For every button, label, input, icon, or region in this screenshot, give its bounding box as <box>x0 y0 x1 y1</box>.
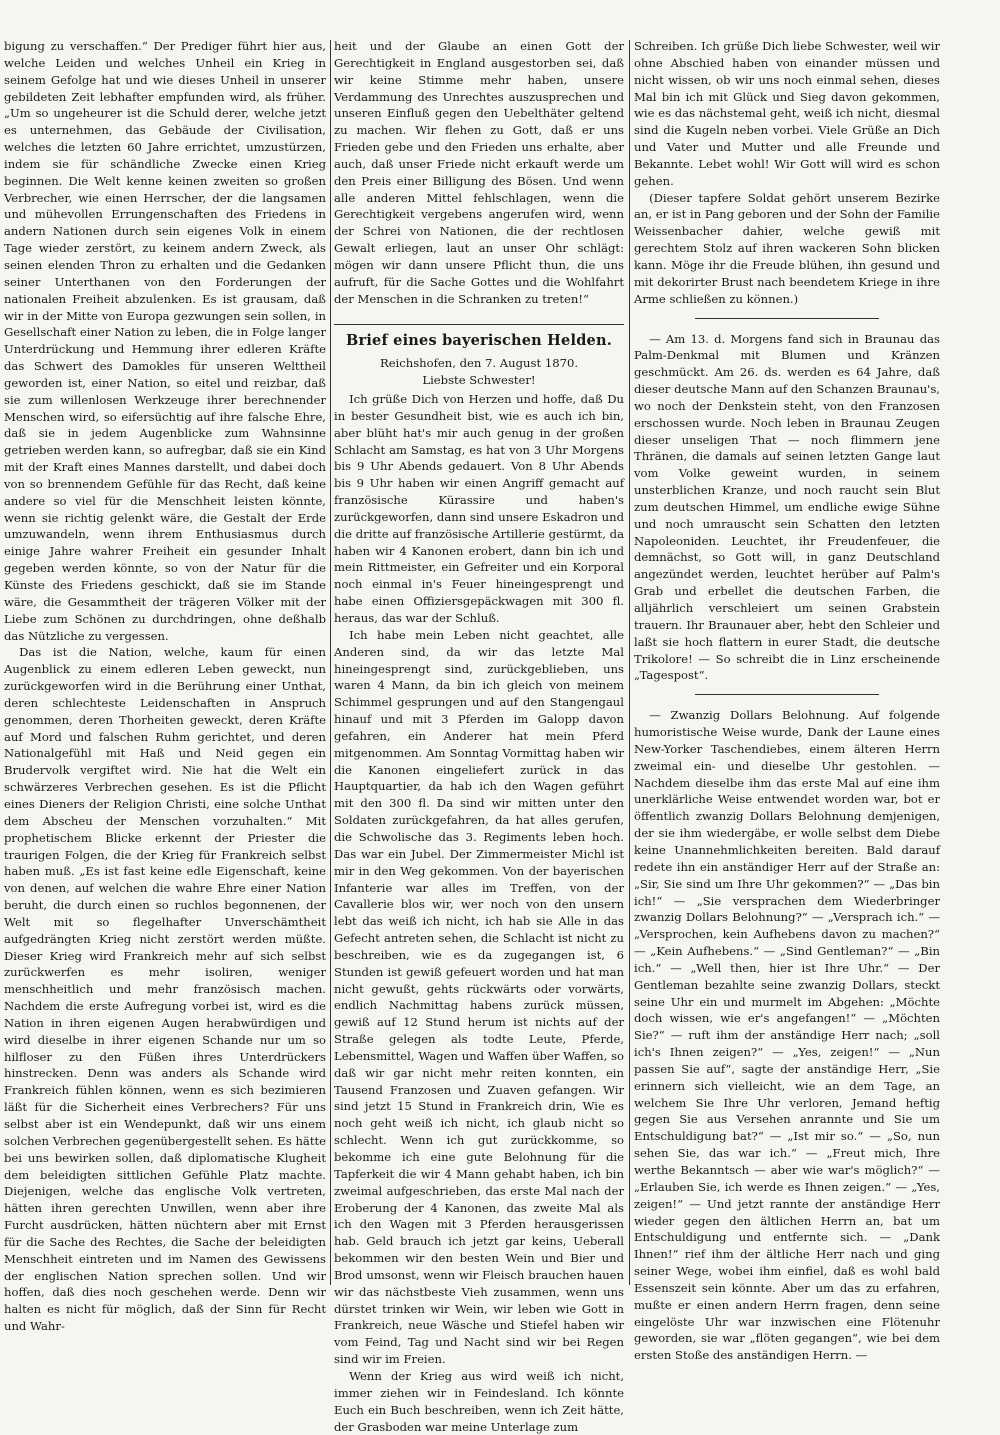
article-headline: Brief eines bayerischen Helden. <box>334 324 624 350</box>
sermon-text-part-1: bigung zu verschaffen.“ Der Prediger führt hier aus, welche Leiden und welches Unheil ein Krieg in seinem Gefolge hat und wie dieses Unheil in unserer gebildeten Zeit lebhafter empfunden wird, als früher. „Um so ungeheurer ist die Schuld derer, welche jetzt es unternehmen, das Gebäude der Civilisation, welches die letzten 60 Jahre errichtet, umzustürzen, indem sie für schändliche Zwecke einen Krieg beginnen. Die Welt kenne keinen zweiten so großen Verbrecher, wie einen Herrscher, der die langsamen und mühevollen Errungenschaften des Friedens in andern Nationen durch sein eigenes Volk in einem Tage wieder zerstört, zu keinem andern Zweck, als seinen elenden Thron zu erhalten und die Gedanken seiner Unterthanen von den Forderungen der nationalen Freiheit abzulenken. Es ist grausam, daß wir in der Mitte von Europa gezwungen sein sollen, in Gesellschaft einer Nation zu leben, die in Folge langer Unterdrückung und Hemmung ihrer edleren Kräfte das Schwert des Damokles für unseren Welttheil geworden ist, einer Nation, so eitel und reizbar, daß sie zum willenlosen Werkzeuge ihrer berechnender Menschen wird, so eifersüchtig auf ihre falsche Ehre, daß sie in jedem Augenblicke zum Wahnsinne getrieben werden kann, so aufregbar, daß sie ein Kind mit der Kraft eines Mannes darstellt, und dabei doch von so brennendem Gefühle für das Recht, daß keine andere so viel für die Menschheit leisten könnte, wenn sie richtig gelenkt wäre, die Gestalt der Erde umzuwandeln, wenn ihrem Enthusiasmus durch einige Jahre wahrer Freiheit ein gesunder Inhalt gegeben werden könnte, so von der Natur für die Künste des Friedens geschickt, daß sie im Stande wäre, die Gesammtheit der trägeren Völker mit der Liebe zum Schönen zu durchdringen, ohne deßhalb das Nützliche zu vergessen. <box>4 39 326 643</box>
column-divider-2 <box>629 40 630 1285</box>
sermon-conclusion: heit und der Glaube an einen Gott der Gerechtigkeit in England ausgestorben sei, daß wir keine Stimme mehr haben, unsere Verdammung des Unrechtes auszusprechen und unseren Einfluß gegen den Uebelthäter geltend zu machen. Wir flehen zu Gott, daß er uns Frieden gebe und den Frieden uns erhalte, aber auch, daß unser Friede nicht erkauft werde um den Preis einer Billigung des Bösen. Und wenn alle anderen Mittel fehlschlagen, wenn die Gerechtigkeit vergebens angerufen wird, wenn der Schrei von Nationen, die der rechtlosen Gewalt erliegen, laut an unser Ohr schlägt: mögen wir dann unsere Pflicht thun, die uns aufruft, für die Sache Gottes und die Wohlfahrt der Menschen in die Schranken zu treten!“ <box>334 39 624 306</box>
letter-paragraph-1: Ich grüße Dich von Herzen und hoffe, daß Du in bester Gesundheit bist, wie es auch ich bin, aber blüht hat's mir auch genug in der großen Schlacht am Samstag, es hat von 3 Uhr Morgens bis 9 Uhr Abends gedauert. Von 8 Uhr Abends bis 9 Uhr haben wir einen Angriff gemacht auf französische Kürassire und haben's zurückgeworfen, dann sind unsere Eskadron und die dritte auf französische Artillerie gestürmt, da haben wir 4 Kanonen erobert, dann bin ich und mein Rittmeister, ein Gefreiter und ein Korporal noch einmal in's Feuer hineingesprengt und habe einen Offiziersgepäckwagen mit 300 fl. heraus, das war der Schluß. <box>334 392 624 625</box>
section-separator <box>695 694 879 695</box>
news-twenty-dollars: — Zwanzig Dollars Belohnung. Auf folgende humoristische Weise wurde, Dank der Laune eines New-Yorker Taschendiebes, einem älteren Herrn zweimal ein- und dieselbe Uhr gestohlen. — Nachdem dieselbe ihm das erste Mal auf eine ihm unerklärliche Weise entwendet worden war, bot er öffentlich zwanzig Dollars Belohnung demjenigen, der sie ihm wiedergäbe, er wolle selbst dem Diebe keine Unannehmlichkeiten bereiten. Bald darauf redete ihn ein anständiger Herr auf der Straße an: „Sir, Sie sind um Ihre Uhr gekommen?“ — „Das bin ich!“ — „Sie versprachen dem Wiederbringer zwanzig Dollars Belohnung?“ — „Versprach ich.“ — „Versprochen, kein Aufhebens davon zu machen?“ — „Kein Aufhebens.“ — „Sind Gentleman?“ — „Bin ich.“ — „Well then, hier ist Ihre Uhr.“ — Der Gentleman bezahlte seine zwanzig Dollars, steckt seine Uhr ein und murmelt im Abgehen: „Möchte doch wissen, wie er's angefangen!“ — „Möchten Sie?“ — ruft ihm der anständige Herr nach; „soll ich's Ihnen zeigen?“ — „Yes, zeigen!“ — „Nun passen Sie auf“, sagte der anständige Herr, „Sie erinnern sich vielleicht, wie an dem Tage, an welchem Sie Ihre Uhr verloren, Jemand heftig gegen Sie aus Versehen anrannte und Sie um Entschuldigung bat?“ — „Ist mir so.“ — „So, nun sehen Sie, das war ich.“ — „Freut mich, Ihre werthe Bekanntsch — aber wie war's möglich?“ — „Erlauben Sie, ich werde es Ihnen zeigen.“ — „Yes, zeigen!“ — Und jetzt rannte der anständige Herr wieder gegen den ältlichen Herrn an, bat um Entschuldigung und entfernte sich. — „Dank Ihnen!“ rief ihm der ältliche Herr nach und ging seiner Wege, wobei ihm einfiel, daß es wohl bald Essenszeit sein könnte. Aber um das zu erfahren, mußte er einen andern Herrn fragen, denn seine eingelöste Uhr war inzwischen eine Flötenuhr geworden, sie war „flöten gegangen“, wie bei dem ersten Stoße des anständigen Herrn. — <box>634 708 940 1363</box>
column-divider-1 <box>330 40 331 1285</box>
letter-salutation: Liebste Schwester! <box>422 373 536 388</box>
letter-ending: Schreiben. Ich grüße Dich liebe Schwester, weil wir ohne Abschied haben von einander müssen und nicht wissen, ob wir uns noch einmal sehen, dieses Mal bin ich mit Glück und Sieg davon gekommen, wie es das nächstemal geht, weiß ich nicht, diesmal sind die Kugeln neben vorbei. Viele Grüße an Dich und Vater und Mutter und alle Freunde und Bekannte. Lebet wohl! Wir Gott will wird es schon gehen. <box>634 39 940 188</box>
sermon-text-part-2: Das ist die Nation, welche, kaum für einen Augenblick zu einem edleren Leben geweckt, nun zurückgeworfen wird in die Berührung einer Unthat, deren schlechteste Leidenschaften in Anspruch genommen, deren Thorheiten geweckt, deren Kräfte auf Mord und falschen Ruhm gerichtet, und deren Nationalgefühl mit Haß und Neid gegen ein Brudervolk vergiftet wird. Nie hat die Welt ein schwärzeres Verbrechen gesehen. Es ist die Pflicht eines Dieners der Religion Christi, eine solche Unthat dem Abscheu der Menschen vorzuhalten.“ Mit prophetischem Blicke erkennt der Priester die traurigen Folgen, die der Krieg für Frankreich selbst haben muß. „Es ist fast keine edle Eigenschaft, keine von denen, auf welchen die wahre Ehre einer Nation beruht, die durch einen so ruchlos begonnenen, der Welt mit so flegelhafter Unverschämtheit aufgedrängten Krieg nicht zerstört werden müßte. Dieser Krieg wird Frankreich mehr auf sich selbst zurückwerfen es mehr isoliren, weniger menschheitlich und mehr französisch machen. Nachdem die erste Aufregung vorbei ist, wird es die Nation in ihren eigenen Augen herabwürdigen und wird dieselbe in ihrer eigenen Schande nur um so hilfloser zu den Füßen ihres Unterdrückers hinstrecken. Denn was anders als Schande wird Frankreich fühlen können, wenn es sich bezimieren läßt für die Sicherheit eines Verbrechers? Für uns selbst aber ist ein Wendepunkt, daß wir uns einem solchen Verbrechen gegenübergestellt sehen. Es hätte bei uns bewirken sollen, daß diplomatische Klugheit dem beleidigten sittlichen Gefühle Platz machte. Diejenigen, welche das englische Volk vertreten, hätten ihren gerechten Unwillen, wenn aber ihre Furcht ausdrücken, hätten nüchtern aber mit Ernst für die Sache des Rechtes, die Sache der beleidigten Menschheit eintreten und im Namen des Gewissens der englischen Nation sprechen sollen. Und wir hoffen, daß dies noch geschehen werde. Denn wir halten es nicht für möglich, daß der Sinn für Recht und Wahr- <box>4 645 326 1334</box>
column-left <box>4 38 326 1334</box>
letter-dateline: Reichshofen, den 7. August 1870. <box>379 356 579 371</box>
news-braunau: — Am 13. d. Morgens fand sich in Braunau das Palm-Denkmal mit Blumen und Kränzen geschmückt. Am 26. ds. werden es 64 Jahre, daß dieser deutsche Mann auf den Schanzen Braunau's, wo noch der Denkstein steht, von den Franzosen erschossen wurde. Noch leben in Braunau Zeugen dieser unseligen That — noch flimmern jene Thränen, die damals auf seinen letzten Gange laut vom Volke geweint wurden, in seinem unsterblichen Kranze, und noch raucht sein Blut zum deutschen Himmel, um endliche ewige Sühne und noch umrauscht sein Schatten den letzten Napoleoniden. Leuchtet, ihr Freudenfeuer, die demnächst, so Gott will, in ganz Deutschland angezündet werden, leuchtet herüber auf Palm's Grab und erbellet die deutschen Farben, die alljährlich verschleiert um seinen Grabstein trauern. Ihr Braunauer aber, hebt den Schleier und laßt sie hoch flattern in eurer Stadt, die deutsche Trikolore! — So schreibt die in Linz erscheinende „Tagespost“. <box>634 331 940 683</box>
column-middle <box>334 38 624 1434</box>
section-separator <box>695 318 879 319</box>
letter-paragraph-2: Ich habe mein Leben nicht geachtet, alle Anderen sind, da wir das letzte Mal hineingesprengt sind, zurückgeblieben, uns waren 4 Mann, da bin ich gleich von meinem Schimmel gesprungen und auf den Stangengaul hinauf und mit 3 Pferden im Galopp davon gefahren, ein Anderer hat mein Pferd mitgenommen. Am Sonntag Vormittag haben wir die Kanonen eingeliefert zurück in das Hauptquartier, da hab ich den Wagen geführt mit den 300 fl. Da sind wir mitten unter den Soldaten zurückgefahren, da hat alles gerufen, die Schwolische das 3. Regiments leben hoch. Das war ein Jubel. Der Zimmermeister Michl ist mir in den Weg gekommen. Von der bayerischen Infanterie war alles im Treffen, von der Cavallerie blos wir, wer noch von den unsern lebt das weiß ich nicht, ich hab sie Alle in das Gefecht antreten sehen, die Schlacht ist nicht zu beschreiben, wie es da zugegangen ist, 6 Stunden ist gewiß gefeuert worden und hat man nicht gewußt, gehts rückwärts oder vorwärts, endlich Nachmittag habens zurück müssen, gewiß auf 12 Stund herum ist nichts auf der Straße gelegen als todte Leute, Pferde, Lebensmittel, Wagen und Waffen über Waffen, so daß wir gar nicht mehr reiten konnten, ein Tausend Franzosen und Zuaven gefangen. Wir sind jetzt 15 Stund in Frankreich drin, Wie es noch geht weiß ich nicht, ich glaub nicht so schlecht. Wenn ich gut zurückkomme, so bekomme ich eine gute Belohnung für die Tapferkeit die wir 4 Mann gehabt haben, ich bin zweimal aufgeschrieben, das erste Mal nach der Eroberung der 4 Kanonen, das zweite Mal als ich den Wagen mit 3 Pferden herausgerissen hab. Geld brauch ich jetzt gar keins, Ueberall bekommen wir den besten Wein und Bier und Brod umsonst, wenn wir Fleisch brauchen hauen wir das nächstbeste Vieh zusammen, wenn uns dürstet trinken wir Wein, wir leben wie Gott in Frankreich, neue Wäsche und Stiefel haben wir vom Feind, Tag und Nacht sind wir bei Regen sind wir im Freien. <box>334 627 624 1367</box>
column-right <box>634 38 940 1363</box>
editor-note: (Dieser tapfere Soldat gehört unserem Bezirke an, er ist in Pang geboren und der Sohn der Familie Weissenbacher dahier, welche gewiß mit gerechtem Stolz auf ihren wackeren Sohn blicken kann. Möge ihr die Freude blühen, ihn gesund und mit dekorirter Brust nach beendetem Kriege in ihre Arme schließen zu können.) <box>634 190 940 306</box>
letter-paragraph-3: Wenn der Krieg aus wird weiß ich nicht, immer ziehen wir in Feindesland. Ich könnte Euch ein Buch beschreiben, wenn ich Zeit hätte, der Grasboden war meine Unterlage zum <box>334 1368 624 1434</box>
